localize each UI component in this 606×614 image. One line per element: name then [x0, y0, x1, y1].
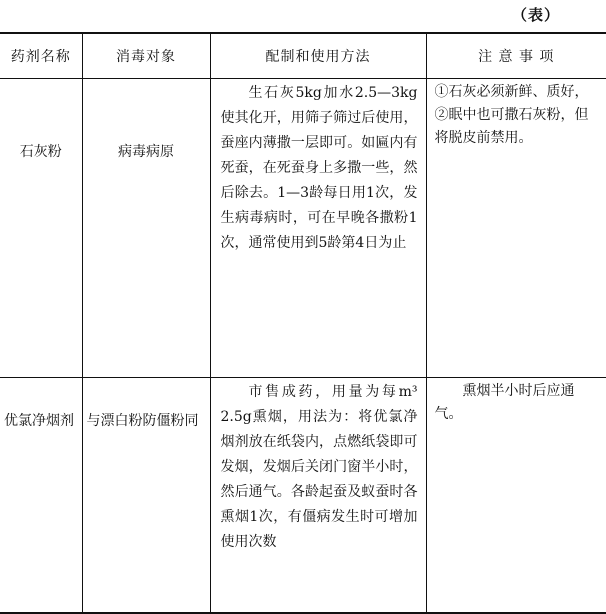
agent-name-cell: 优氯净烟剂 [0, 378, 82, 614]
header-disinfection-target: 消毒对象 [82, 33, 210, 79]
table-header-row [0, 33, 606, 79]
precautions-cell [426, 79, 606, 378]
table-continuation-note: （表） [511, 6, 560, 24]
preparation-method-cell [210, 79, 426, 378]
disinfection-target-cell: 与漂白粉防僵粉同 [82, 378, 210, 614]
header-agent-name: 药剂名称 [0, 33, 82, 79]
disinfection-target-cell: 病毒病原 [82, 79, 210, 378]
preparation-method-cell [210, 378, 426, 614]
table-row [0, 79, 606, 378]
precautions-text: 熏烟半小时后应通气。 [434, 383, 575, 422]
precautions-text: ①石灰必须新鲜、质好，②眠中也可撒石灰粉，但将脱皮前禁用。 [434, 84, 589, 146]
disinfectant-table [0, 32, 606, 614]
method-text: 市售成药，用量为每m³ 2.5g熏烟，用法为：将优氯净烟剂放在纸袋内，点燃纸袋即可发烟，发烟后关闭门窗半小时，然后通气。各龄起蚕及蚁蚕时各熏烟1次，有僵病发生时可增加使用次数 [220, 384, 418, 550]
precautions-cell [426, 378, 606, 614]
table-row [0, 378, 606, 614]
method-text: 生石灰5kg加水2.5—3kg使其化开，用筛子筛过后使用，蚕座内薄撒一层即可。如匾内有死蚕，在死蚕身上多撒一些，然后除去。1—3龄每日用1次，发生病毒病时，可在早晚各撒粉1次，通常使用到5龄第4日为止 [220, 85, 418, 251]
agent-name-cell: 石灰粉 [0, 79, 82, 378]
header-precautions: 注 意 事 项 [426, 33, 606, 79]
header-preparation-method: 配制和使用方法 [210, 33, 426, 79]
